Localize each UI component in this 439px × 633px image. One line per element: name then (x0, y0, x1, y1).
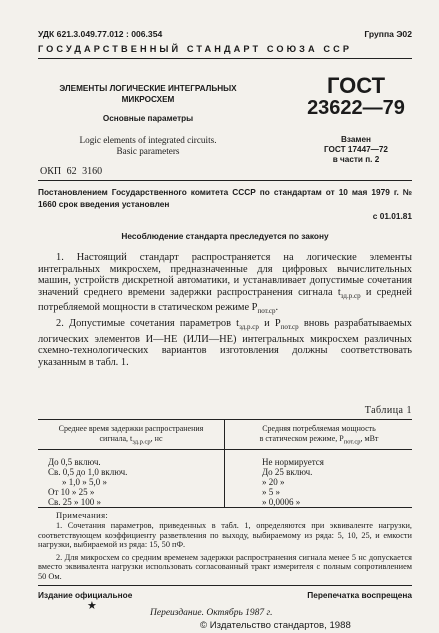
gost-label: ГОСТ (326, 73, 386, 98)
english-title-line-1: Logic elements of integrated circuits. (79, 135, 217, 145)
table-row-4-left: От 10 » 25 » (48, 487, 95, 497)
note-1: 1. Сочетания параметров, приведенных в табл. 1, определяются при эквиваленте нагрузки, соответствующем коэффициенту разветвления по выходу, выбираемому из ряда: 5, 10, 25, и емкости нагрузки, выбираемой из ряда: 15, 50 пФ. (38, 521, 412, 550)
replaces-label: Взамен (341, 135, 371, 144)
table-caption: Таблица 1 (364, 405, 412, 416)
table-header-col1 (38, 424, 224, 447)
body-text (38, 252, 412, 369)
copyright: © Издательство стандартов, 1988 (200, 620, 351, 631)
table-row-1-right: Не нормируется (262, 457, 324, 467)
document-subtitle: Основные параметры (102, 114, 194, 123)
paragraph-1: 1. Настоящий стандарт распространяется на логические элементы интегральных микросхем, предназначенные для цифровых вычислительных машин, устройств дискретной автоматики, и устанавливает допустимые сочетания значений среднего времени задержки распространения сигнала $t_{зд.р.ср}$ и средней потребляемой мощности в статическом режиме $P_{пот.ср}$. (38, 252, 412, 316)
reissue-note: Переиздание. Октябрь 1987 г. (150, 608, 273, 618)
col1-header-line-2: сигнала, $t_{зд.р.ср}$, нс (99, 433, 163, 446)
star-icon: ★ (87, 600, 97, 612)
law-warning: Несоблюдение стандарта преследуется по закону (121, 231, 329, 241)
reprint-forbidden: Перепечатка воспрещена (307, 590, 412, 600)
title-line-1: ЭЛЕМЕНТЫ ЛОГИЧЕСКИЕ ИНТЕГРАЛЬНЫХ (59, 84, 237, 93)
standard-banner: ГОСУДАРСТВЕННЫЙ СТАНДАРТ СОЮЗА ССР (38, 44, 353, 54)
table-row-2-right: До 25 включ. (262, 467, 313, 477)
col2-header-line-2: в статическом режиме, $P_{пот.ср}$, мВт (259, 433, 379, 446)
table-row-4-right: » 5 » (262, 487, 280, 497)
col1-header-line-1: Среднее время задержки распространения (58, 424, 204, 433)
replaces-part: в части п. 2 (332, 154, 380, 164)
table-header-col2 (226, 424, 412, 447)
footer-rule (38, 585, 412, 586)
paragraph-2: 2. Допустимые сочетания параметров $t_{зд.р.ср}$ и $P_{пот.ср}$ вновь разрабатываемых логических элементов И—НЕ (ИЛИ—НЕ) интегральных микросхем различных схемно-технологических вариантов изготовления должны соответствовать указанным в табл. 1. (38, 318, 412, 368)
table-row-3-right: » 20 » (262, 477, 285, 487)
english-title-line-2: Basic parameters (116, 145, 180, 156)
note-2: 2. Для микросхем со средним временем задержки распространения сигнала менее 5 нс допускается вместо эквивалента нагрузки использовать согласованный тракт измерителя с полным сопротивлением 50 Ом. (38, 552, 412, 581)
document-title (48, 84, 248, 105)
replaces-value: ГОСТ 17447—72 (324, 144, 388, 154)
decree-text: Постановлением Государственного комитета СССР по стандартам от 10 мая 1979 г. № 1660 срок введения установлен (38, 187, 412, 209)
col2-header-line-1: Средняя потребляемая мощность (262, 424, 376, 433)
table-row-1-left: До 0,5 включ. (48, 457, 101, 467)
gost-number: 23622—79 (307, 97, 405, 119)
title-rule (38, 180, 412, 181)
group-code: Группа Э02 (364, 29, 412, 39)
table-row-5-left: Св. 25 » 100 » (48, 497, 102, 507)
table-row-5-right: » 0,0006 » (262, 497, 301, 507)
title-line-2: МИКРОСХЕМ (121, 94, 175, 104)
english-title (48, 135, 248, 156)
table-row-3-left: » 1,0 » 5,0 » (62, 477, 107, 487)
table-bottom-rule (38, 507, 412, 508)
udk-code: УДК 621.3.049.77.012 : 006.354 (38, 29, 163, 39)
decree-date: с 01.01.81 (372, 211, 412, 221)
table-header-rule (38, 449, 412, 450)
replaces-block (296, 135, 416, 164)
okp-code: ОКП 62 3160 (40, 166, 103, 177)
table-column-divider (224, 419, 225, 507)
notes-heading: Примечания: (56, 510, 109, 520)
notes-block (38, 521, 412, 582)
table-row-2-left: Св. 0,5 до 1,0 включ. (48, 467, 128, 477)
table-top-rule (38, 419, 412, 420)
header-rule (38, 58, 412, 59)
official-edition: Издание официальное (38, 590, 133, 600)
